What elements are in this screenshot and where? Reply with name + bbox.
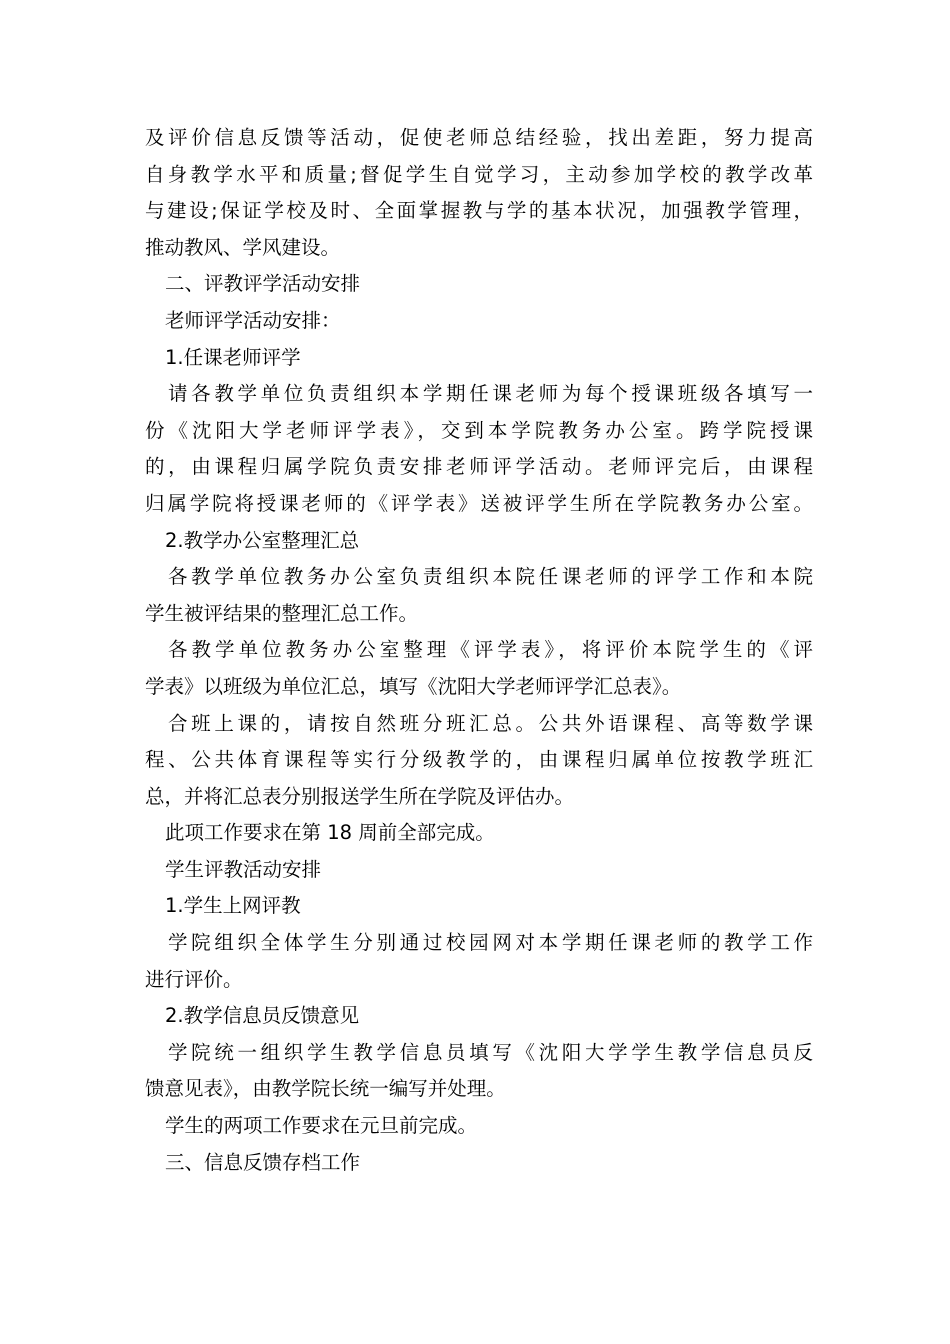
- item-heading: 1.学生上网评教: [165, 894, 301, 918]
- paragraph-line: 程、公共体育课程等实行分级教学的，由课程归属单位按教学班汇: [145, 748, 813, 772]
- paragraph-line: 学院组织全体学生分别通过校园网对本学期任课老师的教学工作: [168, 931, 813, 955]
- paragraph-line: 学生被评结果的整理汇总工作。: [145, 601, 419, 625]
- paragraph-line: 份《沈阳大学老师评学表》，交到本学院教务办公室。跨学院授课: [145, 418, 813, 442]
- document-body: [145, 120, 813, 1181]
- paragraph-line: 请各教学单位负责组织本学期任课老师为每个授课班级各填写一: [168, 382, 813, 406]
- section-heading: 三、信息反馈存档工作: [165, 1150, 361, 1174]
- paragraph-line: 与建设;保证学校及时、全面掌握教与学的基本状况，加强教学管理，: [145, 199, 813, 223]
- paragraph-line: 各教学单位教务办公室负责组织本院任课老师的评学工作和本院: [168, 565, 813, 589]
- section-heading: 二、评教评学活动安排: [165, 272, 361, 296]
- item-heading: 2.教学信息员反馈意见: [165, 1004, 360, 1028]
- paragraph-line: 归属学院将授课老师的《评学表》送被评学生所在学院教务办公室。: [145, 491, 813, 515]
- item-heading: 2.教学办公室整理汇总: [165, 528, 360, 552]
- paragraph-line: 此项工作要求在第 18 周前全部完成。: [165, 821, 495, 845]
- paragraph-line: 进行评价。: [145, 967, 243, 991]
- paragraph-line: 及评价信息反馈等活动，促使老师总结经验，找出差距，努力提高: [145, 126, 813, 149]
- subsection-heading: 学生评教活动安排: [165, 857, 322, 881]
- paragraph-line: 馈意见表》，由教学院长统一编写并处理。: [145, 1077, 506, 1101]
- paragraph-line: 总，并将汇总表分别报送学生所在学院及评估办。: [145, 784, 575, 808]
- paragraph-line: 合班上课的，请按自然班分班汇总。公共外语课程、高等数学课: [168, 711, 813, 735]
- paragraph-line: 学院统一组织学生教学信息员填写《沈阳大学学生教学信息员反: [168, 1040, 813, 1064]
- paragraph-line: 学生的两项工作要求在元旦前完成。: [165, 1114, 478, 1138]
- subsection-heading: 老师评学活动安排：: [165, 308, 341, 332]
- paragraph-line: 推动教风、学风建设。: [145, 235, 341, 259]
- item-heading: 1.任课老师评学: [165, 345, 301, 369]
- paragraph-line: 学表》以班级为单位汇总，填写《沈阳大学老师评学汇总表》。: [145, 674, 682, 698]
- paragraph-line: 的，由课程归属学院负责安排老师评学活动。老师评完后，由课程: [145, 455, 813, 479]
- paragraph-line: 自身教学水平和质量;督促学生自觉学习，主动参加学校的教学改革: [145, 162, 813, 186]
- paragraph-line: 各教学单位教务办公室整理《评学表》，将评价本院学生的《评: [168, 638, 813, 662]
